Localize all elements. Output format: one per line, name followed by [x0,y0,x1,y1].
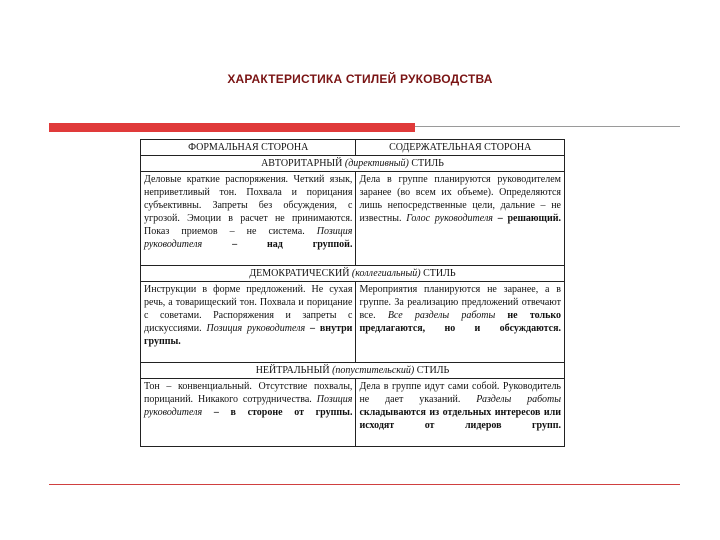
content-cell [356,282,565,363]
sections-value: складываются из отдельных интересов или исходят от лидеров групп. [359,407,561,431]
page-title: ХАРАКТЕРИСТИКА СТИЛЕЙ РУКОВОДСТВА [227,72,493,86]
style-word: СТИЛЬ [423,268,456,279]
content-cell [356,172,565,266]
sections-label: Все разделы работы [387,310,496,321]
style-body-authoritarian [141,172,565,266]
style-word: СТИЛЬ [416,365,450,376]
position-value: – над группой. [232,239,353,250]
style-qualifier: (коллегиальный) [351,268,421,279]
header-content: СОДЕРЖАТЕЛЬНАЯ СТОРОНА [356,140,565,156]
voice-label: Голос руководителя [406,213,493,224]
position-value: – в стороне от группы. [213,407,353,418]
position-label: Позиция руководителя [206,323,306,334]
formal-text: Деловые краткие распоряжения. Четкий язык, неприветливый тон. Похвала и порицания субъективны. Запреты без обсуждения, с угрозой. Эмоции в расчет не принимаются. Показ приемов – не система. [144,174,353,237]
style-qualifier: (попустительский) [332,365,415,376]
style-row-neutral [141,363,565,379]
sections-value: не только предлагаются, но и обсуждаются. [359,310,561,334]
style-heading-democratic [141,266,565,282]
table-header-row [141,140,565,156]
content-text: Мероприятия планируются не заранее, а в группе. За реализацию предложений отвечают все. [359,284,561,321]
title-accent-bar [49,123,415,132]
content-cell [356,379,565,447]
header-formal: ФОРМАЛЬНАЯ СТОРОНА [141,140,356,156]
style-heading-authoritarian [141,156,565,172]
content-text: Дела в группе планируются руководителем заранее (во всем их объеме). Определяются лишь непосредственные цели, дальние – не известны. [359,174,561,224]
leadership-styles-table [140,139,565,447]
position-label: Позиция руководителя [144,226,353,250]
position-value: – внутри группы. [144,323,353,347]
formal-text: Инструкции в форме предложений. Не сухая речь, а товарищеский тон. Похвала и порицание с советами. Распоряжения и запреты с дискуссиями. [144,284,353,334]
style-body-democratic [141,282,565,363]
style-row-democratic [141,266,565,282]
style-word: СТИЛЬ [411,158,444,169]
style-row-authoritarian [141,156,565,172]
bottom-divider-line [49,484,680,485]
style-body-neutral [141,379,565,447]
style-name: ДЕМОКРАТИЧЕСКИЙ [249,268,350,279]
style-heading-neutral [141,363,565,379]
voice-value: – решающий. [497,213,562,224]
formal-cell [141,379,356,447]
style-name: НЕЙТРАЛЬНЫЙ [255,365,330,376]
formal-cell [141,282,356,363]
formal-cell [141,172,356,266]
formal-text: Тон – конвенциальный. Отсутствие похвалы, порицаний. Никакого сотрудничества. [144,381,353,405]
style-name: АВТОРИТАРНЫЙ [261,158,343,169]
sections-label: Разделы работы [476,394,561,405]
content-text: Дела в группе идут сами собой. Руководитель не дает указаний. [359,381,561,405]
style-qualifier: (директивный) [344,158,409,169]
position-label: Позиция руководителя [144,394,353,418]
